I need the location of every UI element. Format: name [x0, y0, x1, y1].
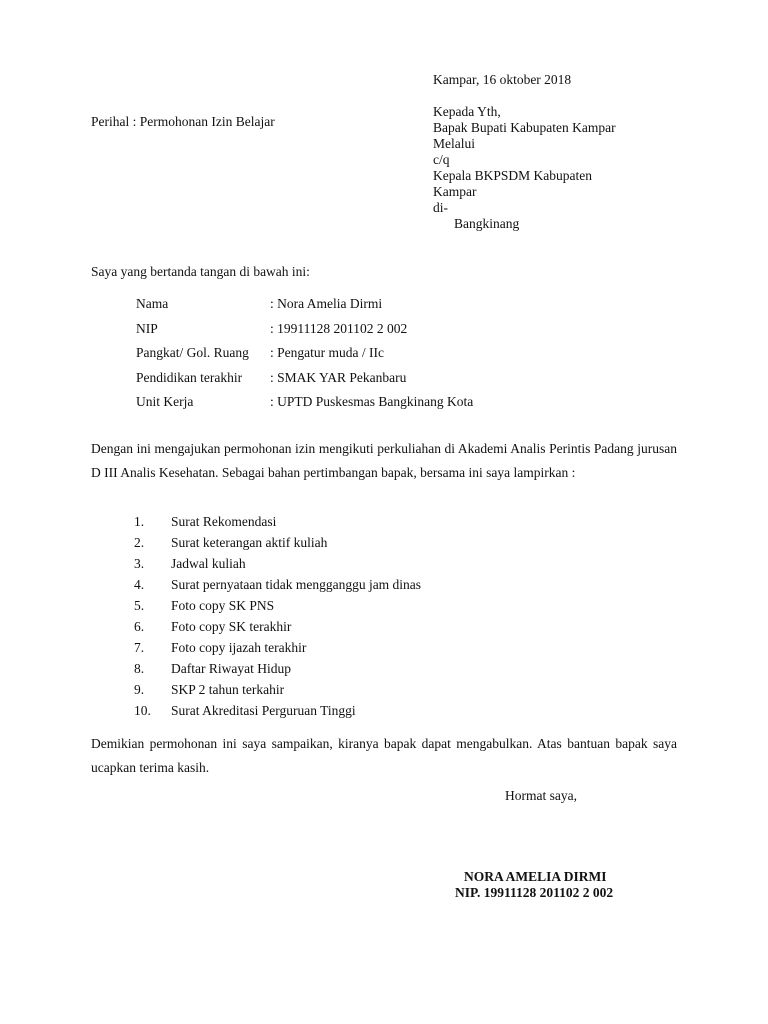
list-item-number: 1. — [134, 514, 145, 529]
recipient-line: c/q — [433, 152, 450, 167]
list-item-number: 7. — [134, 640, 145, 655]
subject-line: Perihal : Permohonan Izin Belajar — [91, 114, 275, 129]
request-paragraph: Dengan ini mengajukan permohonan izin mengikuti perkuliahan di Akademi Analis Perintis Padang jurusan D III Analis Kesehatan. Sebagai bahan pertimbangan bapak, bersama ini saya lampirkan : — [91, 441, 677, 480]
recipient-block — [433, 104, 616, 232]
identity-value: : Nora Amelia Dirmi — [270, 296, 383, 311]
list-item-text: Jadwal kuliah — [171, 556, 246, 571]
list-item-text: SKP 2 tahun terkahir — [171, 682, 285, 697]
identity-label: Nama — [136, 296, 169, 311]
list-item-number: 5. — [134, 598, 145, 613]
identity-value: : UPTD Puskesmas Bangkinang Kota — [270, 394, 474, 409]
list-item-text: Foto copy SK PNS — [171, 598, 275, 613]
list-item-number: 6. — [134, 619, 145, 634]
closing-paragraph: Demikian permohonan ini saya sampaikan, kiranya bapak dapat mengabulkan. Atas bantuan bapak saya ucapkan terima kasih. — [91, 736, 677, 775]
list-item-text: Surat Akreditasi Perguruan Tinggi — [171, 703, 356, 718]
list-item-number: 8. — [134, 661, 145, 676]
list-item-text: Surat pernyataan tidak mengganggu jam dinas — [171, 577, 422, 592]
identity-value: : 19911128 201102 2 002 — [270, 320, 408, 336]
list-item-text: Foto copy SK terakhir — [171, 619, 292, 634]
recipient-city: Bangkinang — [454, 216, 520, 231]
identity-label: Pendidikan terakhir — [136, 369, 243, 385]
recipient-line: Kampar — [433, 184, 477, 199]
place-date: Kampar, 16 oktober 2018 — [433, 72, 572, 87]
recipient-line: Kepala BKPSDM Kabupaten — [433, 168, 592, 183]
list-item-text: Surat keterangan aktif kuliah — [171, 535, 328, 550]
list-item-number: 3. — [134, 556, 145, 571]
recipient-line: Melalui — [433, 136, 475, 151]
signer-nip: NIP. 19911128 201102 2 002 — [455, 885, 614, 900]
list-item-number: 2. — [134, 535, 145, 550]
signer-name: NORA AMELIA DIRMI — [464, 869, 607, 884]
salutation: Hormat saya, — [505, 788, 577, 803]
recipient-line: Bapak Bupati Kabupaten Kampar — [433, 120, 616, 135]
list-item-text: Surat Rekomendasi — [171, 514, 277, 529]
list-item-text: Daftar Riwayat Hidup — [171, 661, 291, 676]
list-item-number: 10. — [134, 703, 151, 718]
list-item-number: 9. — [134, 682, 145, 697]
recipient-line: di- — [433, 200, 448, 215]
list-item-number: 4. — [134, 577, 145, 592]
identity-value: : Pengatur muda / IIc — [270, 345, 384, 360]
identity-label: Pangkat/ Gol. Ruang — [136, 345, 249, 360]
list-item-text: Foto copy ijazah terakhir — [171, 640, 307, 655]
identity-value: : SMAK YAR Pekanbaru — [270, 369, 407, 385]
identity-label: Unit Kerja — [136, 394, 194, 409]
recipient-line: Kepada Yth, — [433, 104, 501, 119]
identity-label: NIP — [136, 320, 158, 336]
intro-text: Saya yang bertanda tangan di bawah ini: — [91, 264, 310, 279]
